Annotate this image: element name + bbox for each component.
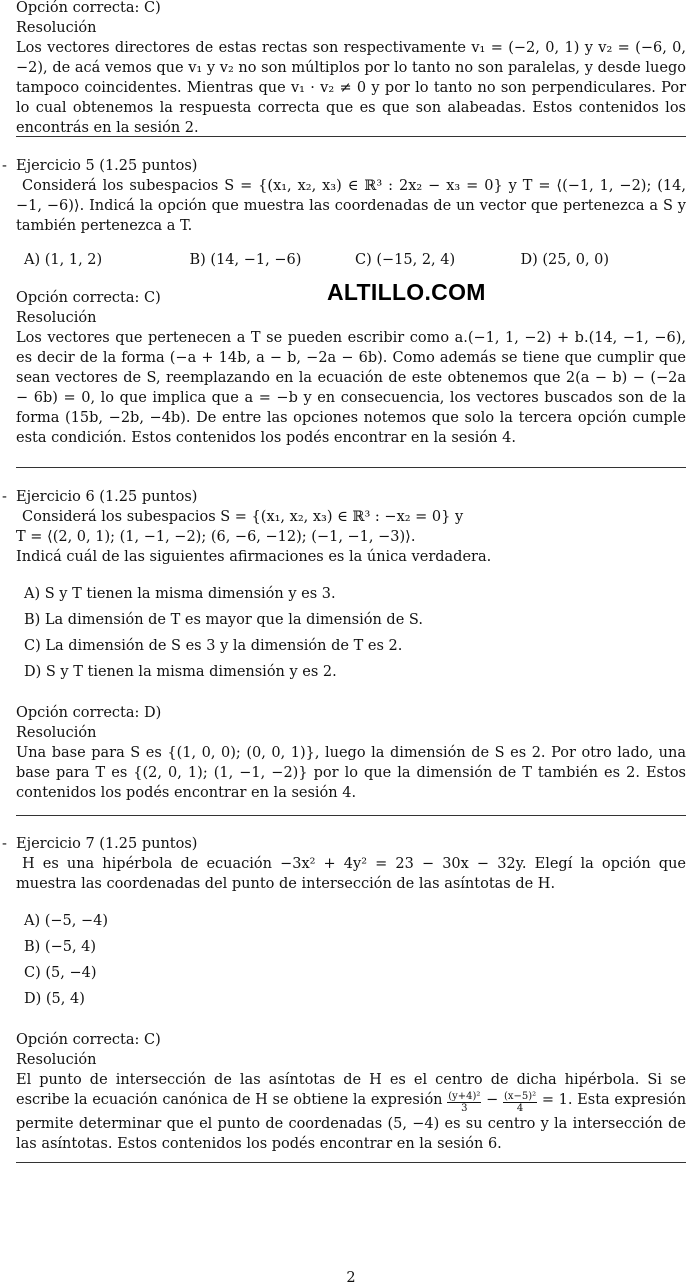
resolution-label: Resolución [16, 20, 97, 36]
exercise-7 [2, 834, 687, 1154]
fraction-y [447, 1091, 481, 1114]
fraction-x [503, 1091, 537, 1114]
correct-option: Opción correcta: C) [16, 290, 161, 306]
options-row [16, 250, 686, 270]
section-divider [16, 467, 686, 468]
option-b: B) La dimensión de T es mayor que la dimensión de S. [24, 612, 423, 628]
watermark-logo: ALTILLO.COM [327, 279, 486, 305]
resolution-text: Los vectores que pertenecen a T se pueden escribir como a.(−1, 1, −2) + b.(14, −1, −6), es decir de la forma (−a + 14b, a − b, −2a − 6b). Como además se tiene que cumplir que sean vectores de S, reemplazando en la ecuación de este obtenemos que 2(a − b) − (−2a − 6b) = 0, lo que implica que a = −b y en consecuencia, los vectores buscados son de la forma (15b, −2b, −4b). De entre las opciones notemos que solo la tercera opción cumple esta condición. Estos contenidos los podés encontrar en la sesión 4. [16, 330, 686, 446]
exercise-title: Ejercicio 6 (1.25 puntos) [16, 489, 198, 505]
option-d: D) S y T tienen la misma dimensión y es 2. [24, 664, 337, 680]
fraction-numerator: (y+4)² [448, 1091, 481, 1102]
fraction-denominator: 4 [516, 1103, 524, 1114]
resolution-label: Resolución [16, 310, 97, 326]
exercise-statement-line3: Indicá cuál de las siguientes afirmaciones es la única verdadera. [16, 549, 492, 565]
option-d: D) (25, 0, 0) [520, 252, 610, 268]
options-list [16, 908, 686, 1012]
exercise-statement: Considerá los subespacios S = {(x₁, x₂, x₃) ∈ ℝ³ : 2x₂ − x₃ = 0} y T = ⟨(−1, 1, −2); (14, −1, −6)⟩. Indicá la opción que muestra las coordenadas de un vector que pertenezca a S y también pertenezca a T. [16, 178, 686, 234]
resolution-label: Resolución [16, 1052, 97, 1068]
section-divider [16, 815, 686, 816]
option-b: B) (14, −1, −6) [189, 252, 302, 268]
exercise-statement-line2: T = ⟨(2, 0, 1); (1, −1, −2); (6, −6, −12); (−1, −1, −3)⟩. [16, 529, 416, 545]
exercise-statement-line1: Considerá los subespacios S = {(x₁, x₂, x₃) ∈ ℝ³ : −x₂ = 0} y [22, 509, 464, 525]
exercise-6 [2, 487, 686, 803]
fraction-numerator: (x−5)² [503, 1091, 537, 1102]
correct-option: Opción correcta: D) [16, 705, 162, 721]
fraction-denominator: 3 [461, 1103, 468, 1114]
bullet-dash: - [2, 158, 7, 174]
exercise-title: Ejercicio 7 (1.25 puntos) [16, 836, 198, 852]
page-number: 2 [346, 1270, 356, 1286]
option-a: A) S y T tienen la misma dimensión y es 3. [24, 586, 336, 602]
correct-option: Opción correcta: C) [16, 0, 161, 16]
section-divider [16, 136, 686, 137]
resolution-text [16, 1070, 686, 1154]
minus-sign: − [486, 1092, 499, 1108]
option-c: C) (5, −4) [24, 965, 97, 981]
option-a: A) (−5, −4) [24, 913, 109, 929]
exercise-statement: H es una hipérbola de ecuación −3x² + 4y² = 23 − 30x − 32y. Elegí la opción que muestra las coordenadas del punto de intersección de las asíntotas de H. [16, 856, 686, 892]
resolution-text: Los vectores directores de estas rectas son respectivamente v₁ = (−2, 0, 1) y v₂ = (−6, 0, −2), de acá vemos que v₁ y v₂ no son múltiplos por lo tanto no son paralelas, y desde luego tampoco coincidentes. Mientras que v₁ · v₂ ≠ 0 y por lo tanto no son perpendiculares. Por lo cual obtenemos la respuesta correcta que es que son alabeadas. Estos contenidos los encontrás en la sesión 2. [16, 40, 686, 136]
option-d: D) (5, 4) [24, 991, 85, 1007]
top-answer-block [16, 0, 686, 138]
option-a: A) (1, 1, 2) [24, 252, 103, 268]
resolution-text: Una base para S es {(1, 0, 0); (0, 0, 1)}, luego la dimensión de S es 2. Por otro lado, una base para T es {(2, 0, 1); (1, −1, −2)} por lo que la dimensión de T también es 2. Estos contenidos los podés encontrar en la sesión 4. [16, 745, 686, 801]
resolution-text-end: = 1. Esta expresión permite determinar que el punto de coordenadas (5, −4) es su centro y la intersección de las asíntotas. Estos contenidos los podés encontrar en la sesión 6. [16, 1092, 687, 1152]
option-c: C) La dimensión de S es 3 y la dimensión de T es 2. [24, 638, 403, 654]
bullet-dash: - [2, 836, 7, 852]
option-b: B) (−5, 4) [24, 939, 97, 955]
bullet-dash: - [2, 489, 7, 505]
resolution-text-start: El punto de intersección de las asíntotas de H es el centro de dicha hipérbola. Si se escribe la ecuación canónica de H se obtiene la expresión [16, 1072, 686, 1108]
correct-option: Opción correcta: C) [16, 1032, 161, 1048]
section-divider [16, 1162, 686, 1163]
option-c: C) (−15, 2, 4) [355, 252, 456, 268]
options-list [16, 581, 686, 685]
resolution-label: Resolución [16, 725, 97, 741]
exercise-title: Ejercicio 5 (1.25 puntos) [16, 158, 198, 174]
